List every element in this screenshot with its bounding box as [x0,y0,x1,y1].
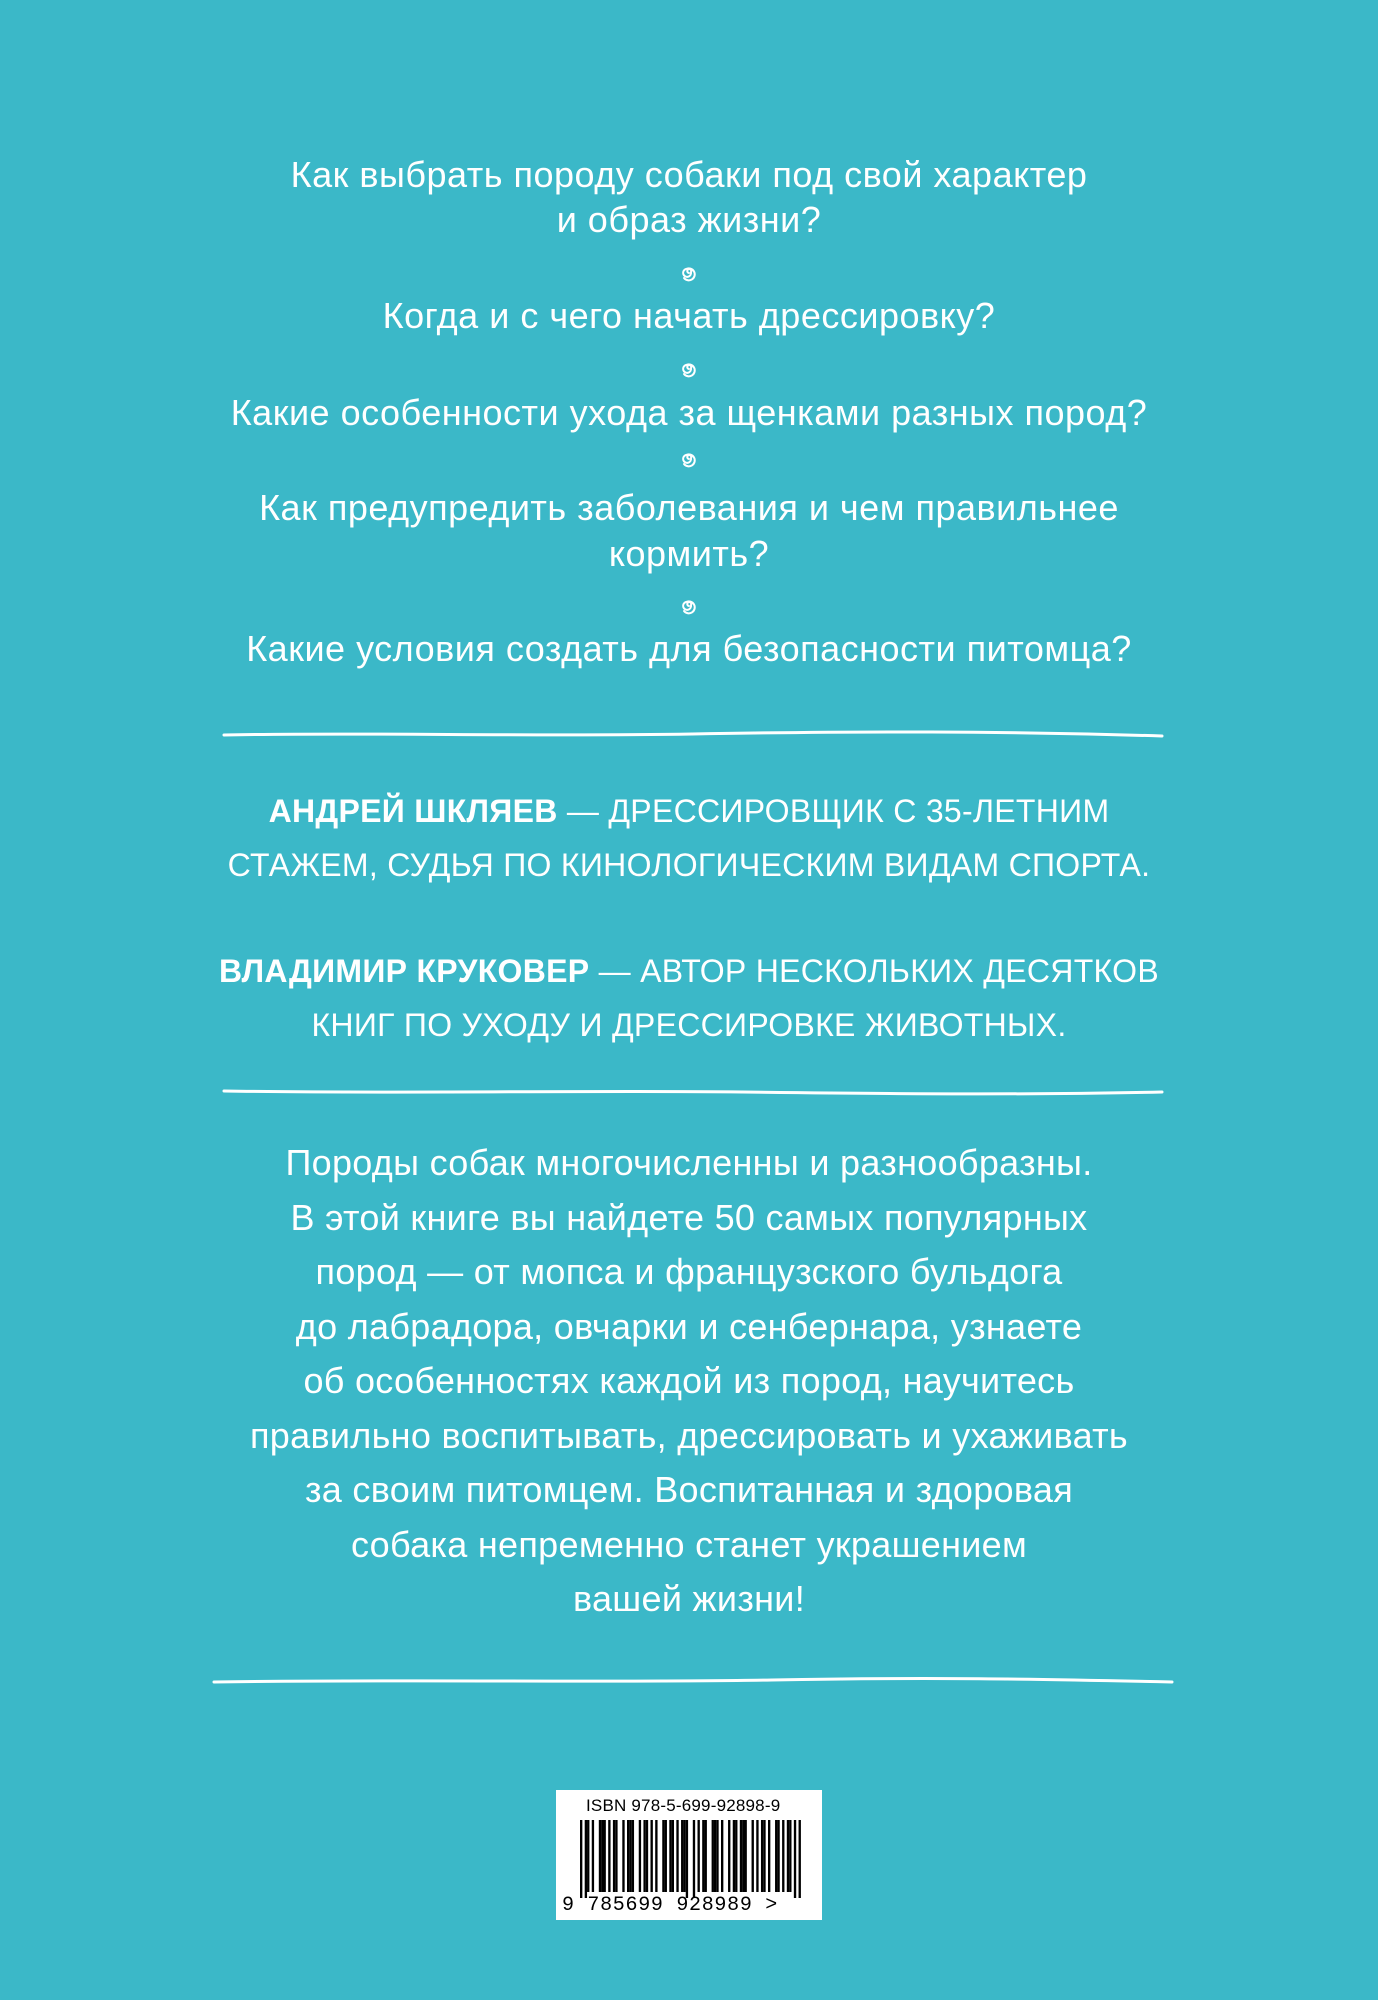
description-line: вашей жизни! [572,1578,806,1619]
author-2-line-2: КНИГ ПО УХОДУ И ДРЕССИРОВКЕ ЖИВОТНЫХ. [311,1007,1067,1043]
barcode-bar [599,1820,601,1892]
barcode-bar [615,1820,617,1892]
barcode-bar [735,1820,737,1892]
barcode-bar [686,1820,688,1898]
barcode-bar [662,1820,664,1892]
spiral-icon [678,595,700,617]
author-1-bio: — ДРЕССИРОВЩИК С 35-ЛЕТНИМ [557,793,1110,829]
barcode-bar [604,1820,606,1892]
question-2: Когда и с чего начать дрессировку? [382,295,996,336]
description-line: правильно воспитывать, дрессировать и ухаживать [250,1414,1128,1456]
author-1-line-2: СТАЖЕМ, СУДЬЯ ПО КИНОЛОГИЧЕСКИМ ВИДАМ СПОРТА. [227,847,1151,883]
author-1-line-1 [0,784,1378,838]
barcode-bar [651,1820,653,1892]
description-line: пород — от мопса и французского бульдога [315,1251,1063,1292]
barcode-bar [613,1820,615,1892]
author-2-bio: — АВТОР НЕСКОЛЬКИХ ДЕСЯТКОВ [589,953,1159,989]
barcode-bar [676,1820,678,1892]
barcode-bar [608,1820,610,1892]
barcode-bar [580,1820,582,1898]
author-1-name: АНДРЕЙ ШКЛЯЕВ [268,793,558,829]
question-4-line-2: кормить? [608,533,770,574]
barcode-bar [587,1820,589,1892]
barcode-bar [787,1820,789,1892]
barcode-bar [632,1820,634,1892]
barcode-bar [714,1820,716,1892]
divider [222,1086,1164,1098]
author-2-name: ВЛАДИМИР КРУКОВЕР [219,953,590,989]
question-4-line-1: Как предупредить заболевания и чем правильнее [259,487,1119,528]
barcode-bar [665,1820,667,1892]
barcode-bar [655,1820,657,1892]
isbn-label: ISBN 978-5-699-92898-9 [586,1796,781,1815]
barcode-bar [799,1820,801,1898]
barcode-bar [627,1820,629,1892]
barcode-bar [721,1820,723,1892]
spiral-icon [678,262,700,284]
barcode-bar [728,1820,730,1892]
question-5: Какие условия создать для безопасности питомца? [246,628,1132,669]
isbn-digits: 9 785699 928989 > [562,1894,778,1917]
barcode-bar [669,1820,671,1892]
barcode-bar [698,1820,700,1892]
barcode-bar [782,1820,784,1892]
barcode-bar [742,1820,744,1892]
description-line: собака непременно станет украшением [350,1523,1028,1565]
description-line: за своим питомцем. Воспитанная и здоровая [304,1469,1074,1510]
barcode-bar [775,1820,777,1892]
barcode-bar [681,1820,683,1892]
divider [212,1675,1174,1687]
barcode-bar [705,1820,707,1892]
description-line: В этой книге вы найдете 50 самых популярных [290,1196,1088,1238]
barcode-bar [643,1820,645,1892]
description-line: до лабрадора, овчарки и сенбернара, узнаете [295,1305,1083,1347]
barcode-bar [745,1820,747,1892]
isbn-barcode-block [556,1790,822,1920]
barcode-bar [585,1820,587,1898]
barcode-bar [716,1820,718,1892]
question-3: Какие особенности ухода за щенками разных пород? [230,392,1148,433]
barcode-bar [629,1820,631,1892]
barcode-bar [622,1820,624,1892]
book-description [0,1136,1378,1627]
barcode-bar [693,1820,695,1898]
barcode-bar [733,1820,735,1892]
barcode-bar [789,1820,791,1892]
barcode-bar [672,1820,674,1892]
barcode-bar [756,1820,758,1892]
barcode-bar [761,1820,763,1892]
description-line: Породы собак многочисленны и разнообразны. [285,1142,1093,1183]
barcode-bar [592,1820,594,1892]
divider [222,728,1164,740]
barcode-bar [752,1820,754,1892]
barcode-bar [639,1820,641,1892]
barcode-bar [601,1820,603,1892]
question-1-line-2: и образ жизни? [556,199,822,240]
description-line: об особенностях каждой из пород, научитесь [303,1360,1075,1401]
spiral-icon [678,358,700,380]
barcode-bar [702,1820,704,1892]
question-1-line-1: Как выбрать породу собаки под свой характер [290,154,1088,195]
barcode-bar [763,1820,765,1892]
barcode-bar [794,1820,796,1898]
author-2-line-1 [0,944,1378,998]
barcode-bar [712,1820,714,1892]
barcode-bar [740,1820,742,1892]
barcode-bar [768,1820,770,1892]
spiral-icon [678,448,700,470]
barcode-bar [777,1820,779,1892]
barcode-bar [683,1820,685,1892]
barcode-bar [646,1820,648,1892]
